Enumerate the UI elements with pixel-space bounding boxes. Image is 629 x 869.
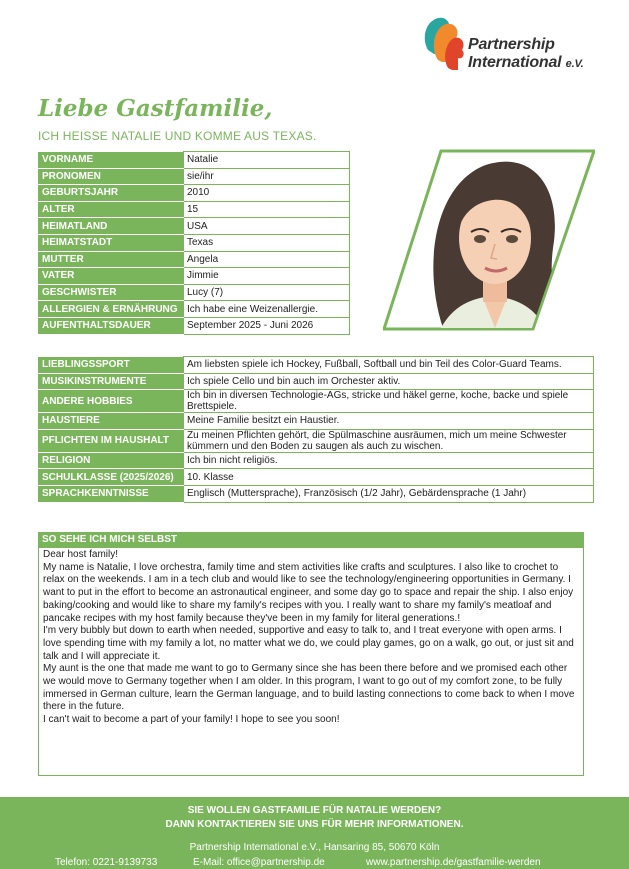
greeting-subtitle: ICH HEISSE NATALIE UND KOMME AUS TEXAS.: [38, 129, 317, 143]
field-label: MUSIKINSTRUMENTE: [39, 373, 184, 390]
field-value: Ich spiele Cello und bin auch im Orchester aktiv.: [184, 373, 594, 390]
letter-paragraph: I can't wait to become a part of your family! I hope to see you soon!: [43, 714, 340, 726]
table-row: [39, 152, 350, 169]
greeting-title: Liebe Gastfamilie,: [38, 95, 273, 122]
footer-email[interactable]: E-Mail: office@partnership.de: [193, 857, 325, 868]
field-value: Natalie: [184, 152, 350, 169]
field-value: Jimmie: [184, 268, 350, 285]
field-label: PFLICHTEN IM HAUSHALT: [39, 429, 184, 452]
field-label: PRONOMEN: [39, 168, 184, 185]
field-label: HEIMATLAND: [39, 218, 184, 235]
field-label: MUTTER: [39, 251, 184, 268]
footer: [0, 797, 629, 869]
field-value: Zu meinen Pflichten gehört, die Spülmaschine ausräumen, mich um meine Schwester kümmern und den Boden zu saugen als auch zu wischen.: [184, 429, 594, 452]
table-row: [39, 469, 594, 486]
table-row: [39, 413, 594, 430]
field-label: GESCHWISTER: [39, 284, 184, 301]
letter-paragraph: Dear host family!: [43, 549, 119, 560]
details-table: [38, 356, 594, 503]
logo-line2: International e.V.: [468, 54, 584, 71]
table-row: [39, 357, 594, 374]
field-label: RELIGION: [39, 452, 184, 469]
field-value: Ich bin nicht religiös.: [184, 452, 594, 469]
field-value: 15: [184, 201, 350, 218]
table-row: [39, 373, 594, 390]
field-value: Ich habe eine Weizenallergie.: [184, 301, 350, 318]
letter-paragraph: My name is Natalie, I love orchestra, family time and stem activities like crafts and sculptures. I also like to crochet to relax on the weekends. I am in a tech club and would like to see the technology/engineering opportunities in Germany. I want to put in the effort to become an astronautical engineer, and some day go to space and repair the ship. I also enjoy baking/cooking and would like to share my family's recipes with you. I really want to share my family's meatloaf and pancake recipes with my host family because they've been in my family for literal generations.!: [43, 561, 574, 624]
field-value: Texas: [184, 234, 350, 251]
field-label: SPRACHKENNTNISSE: [39, 485, 184, 502]
field-value: 2010: [184, 185, 350, 202]
field-label: ALTER: [39, 201, 184, 218]
field-value: Lucy (7): [184, 284, 350, 301]
footer-address: Partnership International e.V., Hansaring 85, 50670 Köln: [189, 842, 440, 853]
table-row: [39, 390, 594, 413]
field-value: Meine Familie besitzt ein Haustier.: [184, 413, 594, 430]
footer-website[interactable]: www.partnership.de/gastfamilie-werden: [366, 857, 541, 868]
field-label: GEBURTSJAHR: [39, 185, 184, 202]
field-value: Am liebsten spiele ich Hockey, Fußball, Softball und bin Teil des Color-Guard Teams.: [184, 357, 594, 374]
footer-phone[interactable]: Telefon: 0221-9139733: [55, 857, 158, 868]
table-row: [39, 284, 350, 301]
table-row: [39, 251, 350, 268]
logo-line1: Partnership: [468, 36, 555, 53]
table-row: [39, 429, 594, 452]
field-value: Angela: [184, 251, 350, 268]
field-value: 10. Klasse: [184, 469, 594, 486]
field-label: ALLERGIEN & ERNÄHRUNG: [39, 301, 184, 318]
field-label: AUFENTHALTSDAUER: [39, 317, 184, 334]
field-value: Englisch (Muttersprache), Französisch (1/2 Jahr), Gebärdensprache (1 Jahr): [184, 485, 594, 502]
self-description-letter: [38, 547, 584, 776]
table-row: [39, 234, 350, 251]
self-description-heading: SO SEHE ICH MICH SELBST: [38, 532, 584, 547]
field-label: VATER: [39, 268, 184, 285]
field-label: LIEBLINGSSPORT: [39, 357, 184, 374]
field-label: VORNAME: [39, 152, 184, 169]
table-row: [39, 185, 350, 202]
logo-heads-icon: [420, 14, 468, 74]
field-label: HEIMATSTADT: [39, 234, 184, 251]
profile-table: [38, 151, 350, 335]
footer-cta-line1: SIE WOLLEN GASTFAMILIE FÜR NATALIE WERDEN?: [187, 805, 442, 816]
field-label: ANDERE HOBBIES: [39, 390, 184, 413]
table-row: [39, 268, 350, 285]
table-row: [39, 168, 350, 185]
table-row: [39, 485, 594, 502]
table-row: [39, 201, 350, 218]
footer-cta-line2: DANN KONTAKTIEREN SIE UNS FÜR MEHR INFORMATIONEN.: [165, 819, 464, 830]
field-value: September 2025 - Juni 2026: [184, 317, 350, 334]
field-label: HAUSTIERE: [39, 413, 184, 430]
table-row: [39, 301, 350, 318]
field-label: SCHULKLASSE (2025/2026): [39, 469, 184, 486]
table-row: [39, 317, 350, 334]
table-row: [39, 218, 350, 235]
field-value: Ich bin in diversen Technologie-AGs, stricke und häkel gerne, koche, backe und spiele Brettspiele.: [184, 390, 594, 413]
field-value: USA: [184, 218, 350, 235]
field-value: sie/ihr: [184, 168, 350, 185]
letter-paragraph: I'm very bubbly but down to earth when needed, supportive and easy to talk to, and I treat everyone with open arms. I love spending time with my family a lot, no matter what we do, we could play games, go on a walk, go out, or just sit and talk and I will appreciate it.: [43, 625, 574, 662]
student-portrait: [383, 148, 595, 332]
table-row: [39, 452, 594, 469]
letter-paragraph: My aunt is the one that made me want to go to Germany since she has been there before and we promised each other we would move to Germany together when I am older. In this program, I want to go out of my comfort zone, to be fully immersed in German culture, learn the German language, and to build lasting connections to come back to when I move there in the future.: [43, 663, 575, 713]
partnership-logo: [420, 14, 620, 80]
